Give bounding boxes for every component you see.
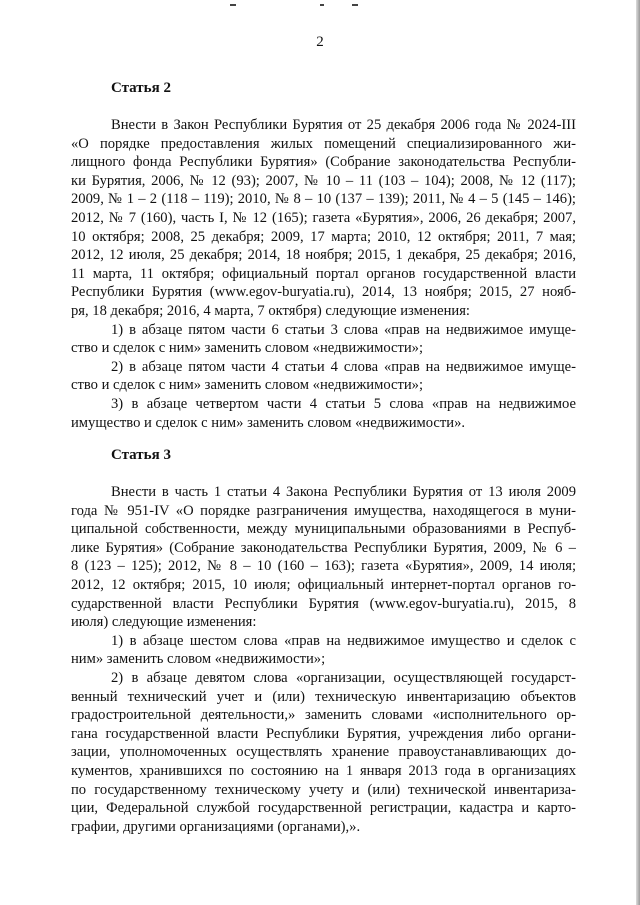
article-3-heading: Статья 3 bbox=[111, 447, 171, 463]
text-line: зации, уполномоченных осуществлять хранение правоустанавливающих до- bbox=[71, 744, 576, 761]
text-line: 2012, 12 октября; 2015, 10 июля; официальный интернет-портал органов го- bbox=[71, 576, 576, 593]
scan-page-edge bbox=[636, 0, 640, 905]
text-line: июля) следующие изменения: bbox=[71, 614, 257, 631]
text-line: 2009, № 1 – 2 (118 – 119); 2010, № 8 – 10 (137 – 139); 2011, № 4 – 5 (145 – 146); bbox=[71, 191, 576, 208]
text-line: ря, 18 декабря; 2016, 4 марта, 7 октября) следующие изменения: bbox=[71, 302, 470, 319]
article-3-body bbox=[71, 483, 576, 836]
article-2-body bbox=[71, 116, 576, 432]
text-line: ципальной собственности, между муниципальными образованиями в Респуб- bbox=[71, 521, 576, 538]
text-line: имущество и сделок с ним» заменить словом «недвижимости». bbox=[71, 414, 466, 431]
text-line: гана государственной власти Республики Бурятия, учреждения либо органи- bbox=[71, 725, 576, 742]
text-line: ции, Федеральной службой государственной регистрации, кадастра и карто- bbox=[71, 800, 576, 817]
text-line: венный технический учет и (или) техническую инвентаризацию объектов bbox=[71, 688, 576, 705]
text-line: лике Бурятия» (Собрание законодательства Республики Бурятия, 2009, № 6 – bbox=[71, 539, 576, 556]
page-number: 2 bbox=[316, 34, 324, 50]
text-line: 2) в абзаце девятом слова «организации, осуществляющей государст- bbox=[111, 669, 576, 686]
text-line: 2) в абзаце пятом части 4 статьи 4 слова «прав на недвижимое имуще- bbox=[111, 358, 576, 375]
text-line: 10 октября; 2008, 25 декабря; 2009, 17 марта; 2010, 12 октября; 2011, 7 мая; bbox=[71, 228, 576, 245]
text-line: ним» заменить словом «недвижимости»; bbox=[71, 651, 326, 668]
text-line: 3) в абзаце четвертом части 4 статьи 5 слова «прав на недвижимое bbox=[111, 395, 576, 412]
text-line: Республики Бурятия (www.egov-buryatia.ru), 2014, 13 ноября; 2015, 27 нояб- bbox=[71, 284, 576, 301]
text-line: графии, другими организациями (органами),». bbox=[71, 818, 361, 835]
text-line: кументов, хранившихся по состоянию на 1 января 2013 года в организациях bbox=[71, 762, 576, 779]
scan-marks bbox=[0, 2, 640, 10]
text-line: Внести в Закон Республики Бурятия от 25 декабря 2006 года № 2024-III bbox=[111, 117, 576, 133]
scan-mark bbox=[320, 4, 324, 6]
scan-mark bbox=[352, 4, 358, 6]
text-line: ки Бурятия, 2006, № 12 (93); 2007, № 10 – 11 (103 – 104); 2008, № 12 (117); bbox=[71, 172, 576, 189]
text-line: 1) в абзаце шестом слова «прав на недвижимое имущество и сделок с bbox=[111, 632, 576, 649]
text-line: 11 марта, 11 октября; официальный портал органов государственной власти bbox=[71, 265, 576, 282]
text-line: Внести в часть 1 статьи 4 Закона Республики Бурятия от 13 июля 2009 bbox=[111, 484, 576, 500]
scan-mark bbox=[230, 4, 236, 6]
text-line: сударственной власти Республики Бурятия (www.egov-buryatia.ru), 2015, 8 bbox=[71, 595, 576, 612]
text-line: 1) в абзаце пятом части 6 статьи 3 слова «прав на недвижимое имуще- bbox=[111, 321, 576, 338]
text-line: лищного фонда Республики Бурятия» (Собрание законодательства Республи- bbox=[71, 154, 576, 171]
text-line: 2012, 12 июля, 25 декабря; 2014, 18 ноября; 2015, 1 декабря, 25 декабря; 2016, bbox=[71, 247, 576, 264]
text-line: 2012, № 7 (160), часть I, № 12 (165); газета «Бурятия», 2006, 26 декабря; 2007, bbox=[71, 209, 576, 226]
text-line: градостроительной деятельности,» заменить словами «исполнительного ор- bbox=[71, 707, 576, 724]
text-line: ство и сделок с ним» заменить словом «недвижимости»; bbox=[71, 377, 424, 394]
text-line: года № 951-IV «О порядке разграничения имущества, находящегося в муни- bbox=[71, 502, 576, 519]
text-line: «О порядке предоставления жилых помещений специализированного жи- bbox=[71, 135, 576, 152]
text-line: 8 (123 – 125); 2012, № 8 – 10 (160 – 163); газета «Бурятия», 2009, 14 июля; bbox=[71, 558, 576, 575]
article-2-heading: Статья 2 bbox=[111, 80, 171, 96]
text-line: ство и сделок с ним» заменить словом «недвижимости»; bbox=[71, 340, 424, 357]
text-line: по государственному техническому учету и (или) технической инвентаризa- bbox=[71, 781, 576, 798]
